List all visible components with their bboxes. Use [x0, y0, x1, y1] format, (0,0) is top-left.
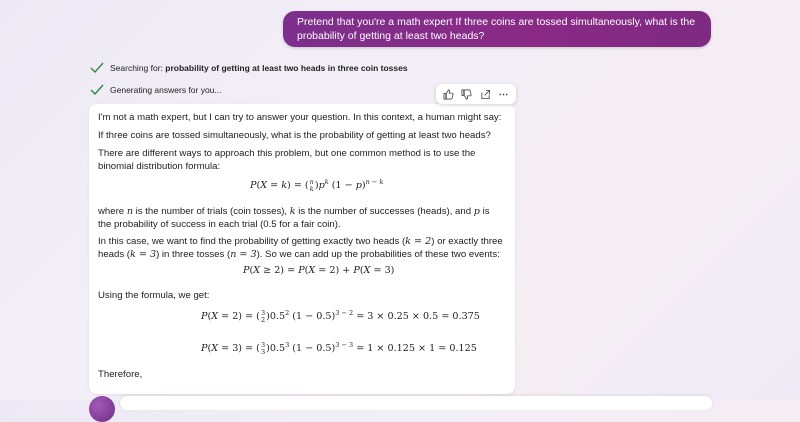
inline-math: n = 3 — [230, 249, 257, 260]
thumbs-up-icon — [443, 89, 454, 100]
more-button[interactable] — [496, 86, 512, 102]
more-icon — [498, 89, 509, 100]
answer-text: is the number of successes (heads), and — [298, 206, 472, 217]
searching-label: Searching for: — [110, 63, 163, 73]
generating-status — [90, 83, 222, 97]
assistant-answer-card — [89, 104, 515, 394]
checkmark-icon — [90, 62, 104, 74]
answer-text: ) or exactly three heads ( — [98, 236, 503, 260]
dislike-button[interactable] — [459, 86, 475, 102]
checkmark-icon — [90, 84, 104, 96]
binomial-formula: P(X = k) = ( n k )$p^k$ $(1 - p)^{n - k}$ — [250, 178, 384, 193]
answer-paragraph: Therefore, — [98, 369, 143, 380]
answer-text: In this case, we want to find the probability of getting exactly two heads ( — [98, 236, 406, 247]
generating-label: Generating answers for you... — [110, 85, 222, 95]
answer-paragraph: Using the formula, we get: — [98, 290, 210, 301]
answer-paragraph: I'm not a math expert, but I can try to answer your question. In this context, a human might say: — [98, 112, 502, 123]
variable-k: k — [289, 206, 296, 217]
share-icon — [480, 89, 491, 100]
variable-p: p — [473, 206, 480, 217]
sum-equation: P(X ≥ 2) = P(X = 2) + P(X = 3) — [243, 265, 395, 276]
search-query: probability of getting at least two heads in three coin tosses — [165, 63, 408, 73]
inline-math: k = 2 — [405, 236, 432, 247]
card-fade — [89, 386, 515, 394]
answer-paragraph: There are different ways to approach this problem, but one common method is to use the binomial distribution formula: — [98, 148, 476, 172]
equation-three-heads: P(X = 3) = ( 3 3 )$0.5^3$ $(1 - 0.5)^{3 - 3} = 1 \times 0.125 \times 1 = 0.125$ — [201, 341, 477, 356]
variable-n: n — [126, 206, 133, 217]
answer-paragraph: If three coins are tossed simultaneously, what is the probability of getting at least two heads? — [98, 130, 491, 141]
chat-input-box[interactable] — [120, 396, 712, 410]
answer-text: where — [98, 206, 125, 217]
message-actions-toolbar — [436, 84, 516, 104]
user-message-bubble — [283, 11, 711, 47]
inline-math: k = 3 — [130, 249, 157, 260]
user-message-text: Pretend that you're a math expert If three coins are tossed simultaneously, what is the probability of getting at least two heads? — [297, 16, 696, 42]
answer-text: is the probability of success in each trial (0.5 for a fair coin). — [98, 206, 490, 230]
answer-text: ). So we can add up the probabilities of these two events: — [256, 249, 500, 260]
answer-paragraph — [98, 235, 503, 261]
thumbs-down-icon — [461, 89, 472, 100]
answer-paragraph — [98, 205, 503, 231]
like-button[interactable] — [440, 86, 456, 102]
equation-two-heads: P(X = 2) = ( 3 2 )$0.5^2$ $(1 - 0.5)^{3 - 2} = 3 \times 0.25 \times 0.5 = 0.375$ — [201, 309, 480, 324]
answer-text: is the number of trials (coin tosses), — [135, 206, 288, 217]
answer-text: ) in three tosses ( — [156, 249, 231, 260]
share-button[interactable] — [477, 86, 493, 102]
searching-status — [90, 61, 408, 75]
